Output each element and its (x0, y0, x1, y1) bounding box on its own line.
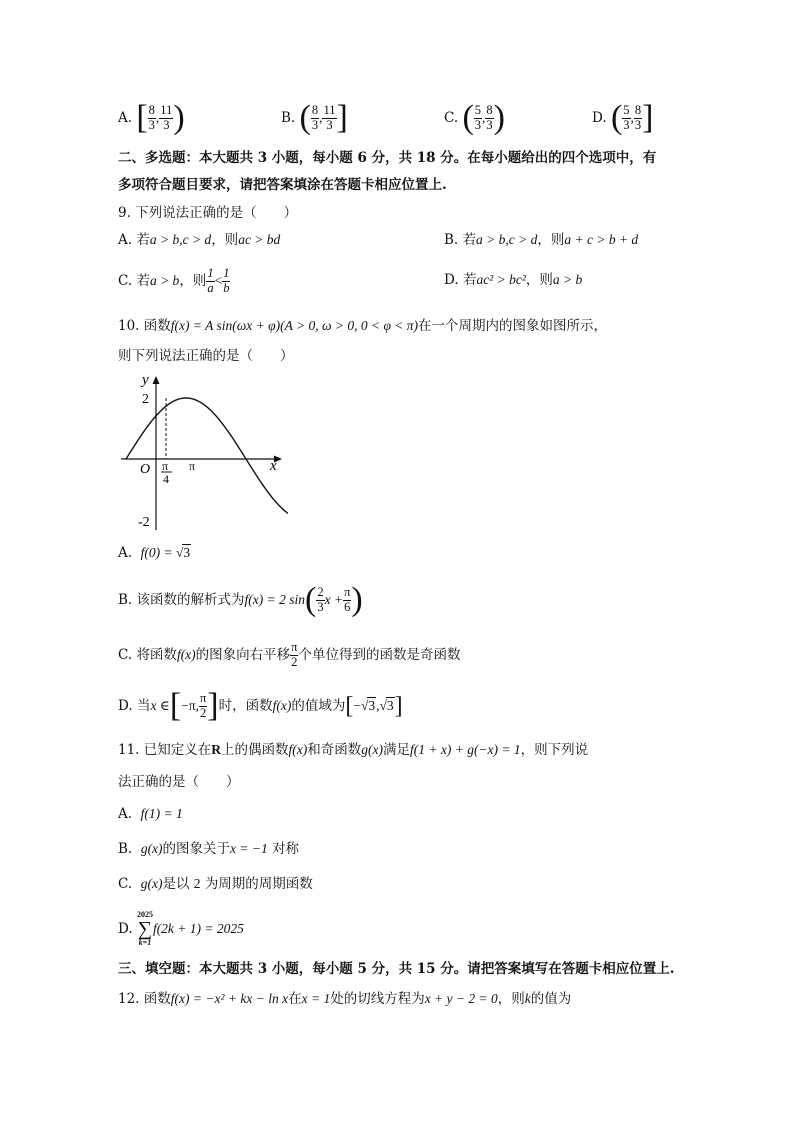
q9-stem: 9. 下列说法正确的是（ ） (118, 205, 298, 221)
q9-option-d: D. 若ac² > bc²，则a > b (444, 272, 583, 288)
q11-stem-line2: 法正确的是（ ） (118, 774, 240, 790)
q11-option-c: C. g(x)是以 2 为周期的周期函数 (118, 876, 313, 892)
q9-option-a: A. 若a > b,c > d，则ac > bd (118, 232, 281, 248)
q11-option-b: B. g(x)的图象关于x = −1 对称 (118, 841, 300, 857)
option-label: A. (118, 109, 133, 126)
q9-option-b: B. 若a > b,c > d，则a + c > b + d (444, 232, 639, 248)
q10-option-a: A. f(0) = √3 (118, 545, 191, 561)
tick-pi-over-4-numerator: π (162, 459, 169, 473)
y-axis-arrow (153, 376, 160, 384)
max-value-label: 2 (142, 392, 149, 407)
q11-option-a: A. f(1) = 1 (118, 806, 183, 822)
q10-stem-line2: 则下列说法正确的是（ ） (118, 348, 294, 364)
q11-option-d: D. 2025 ∑ k=1 f(2k + 1) = 2025 (118, 910, 244, 947)
q12-stem: 12. 函数f(x) = −x² + kx − ln x在x = 1处的切线方程为x + y − 2 = 0，则k的值为 (118, 991, 572, 1007)
summation-symbol: 2025 ∑ k=1 (136, 910, 153, 947)
q9-option-c: C. 若 a > b ，则 1 a < 1 b (118, 266, 230, 295)
option-label: C. (444, 109, 459, 126)
min-value-label: -2 (138, 515, 150, 530)
q10-option-b: B. 该函数的解析式为 f(x) = 2 sin ( 2 3 x + $\frac{\pi}{6}$ ) (118, 581, 363, 618)
q10-option-d: D. 当 x ∈ [ −π, π 2 ] 时，函数 f(x) 的值域为 [ − √ 3 , √ 3 ] (118, 687, 403, 724)
q8-option-d: D. ( 5 3 , 8 3 ] (592, 99, 654, 136)
option-label: D. (592, 109, 607, 126)
option-label: B. (281, 109, 296, 126)
q8-option-a: A. [ 8 3 , 11 3 ) (118, 99, 185, 136)
section-3-heading: 三、填空题：本大题共 3 小题，每小题 5 分，共 15 分。请把答案填写在答题卡相应位置上. (118, 961, 675, 977)
q11-stem-line1: 11. 已知定义在R上的偶函数f(x)和奇函数g(x)满足f(1 + x) + g(−x) = 1，则下列说 (118, 742, 589, 758)
section-2-heading-line1: 二、多选题：本大题共 3 小题，每小题 6 分，共 18 分。在每小题给出的四个选项中，有 (118, 150, 657, 166)
tick-pi-over-4-denominator: 4 (163, 472, 169, 486)
section-2-heading-line2: 多项符合题目要求，请把答案填涂在答题卡相应位置上. (118, 177, 447, 193)
q8-option-b: B. ( 8 3 , 11 3 ] (281, 99, 348, 136)
x-axis-label: x (270, 458, 277, 474)
tick-pi-label: π (189, 459, 196, 473)
q10-sine-graph (118, 370, 288, 535)
q8-option-c: C. ( 5 3 , 8 3 ) (444, 99, 505, 136)
q10-stem-line1: 10. 函数f(x) = A sin(ωx + φ)(A > 0, ω > 0, 0 < φ < π)在一个周期内的图象如图所示， (118, 318, 608, 334)
q10-option-c: C. 将函数 f(x) 的图象向右平移 π 2 个单位得到的函数是奇函数 (118, 640, 461, 669)
y-axis-label: y (142, 372, 149, 388)
origin-label: O (140, 462, 151, 477)
